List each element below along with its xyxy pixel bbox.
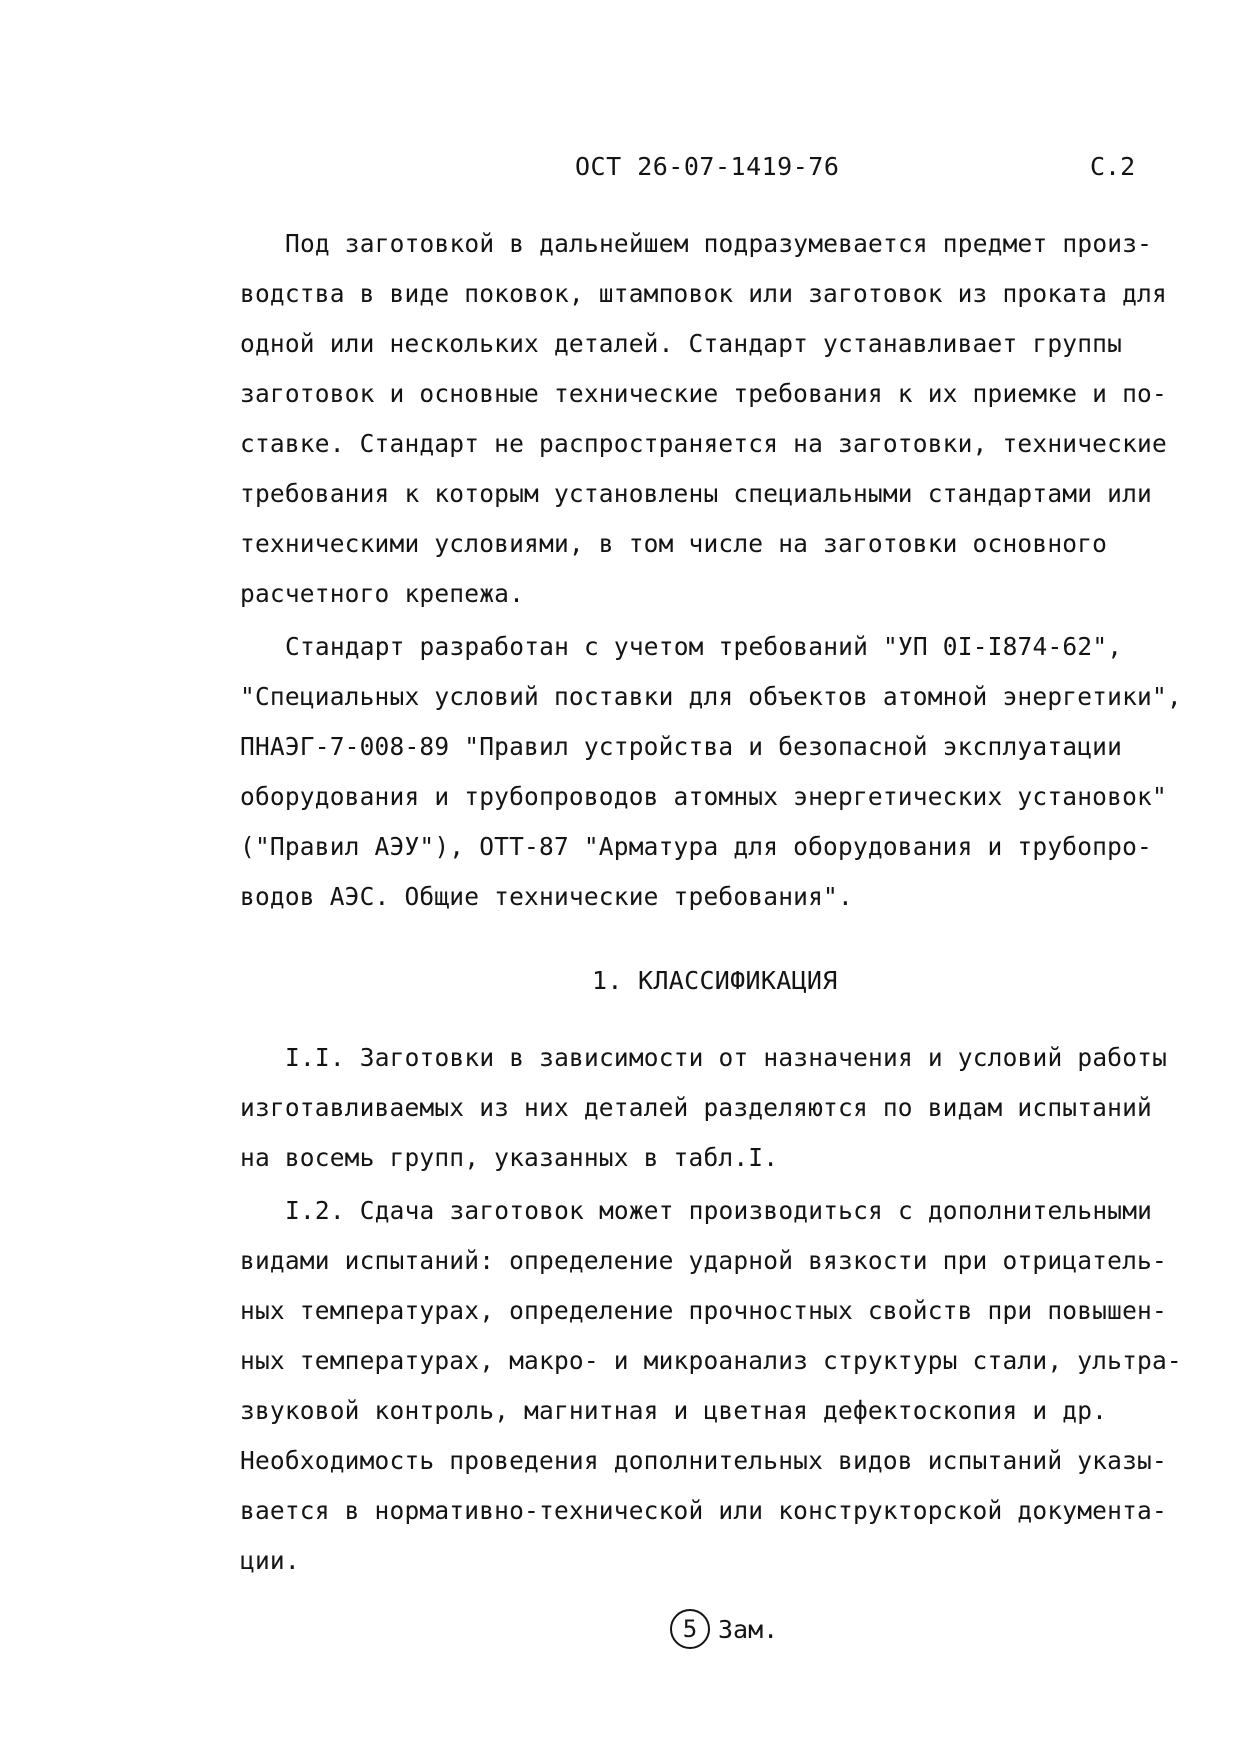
paragraph-line: ставке. Стандарт не распространяется на заготовки, технические <box>240 429 1167 458</box>
clause-line: видами испытаний: определение ударной вязкости при отрицатель- <box>240 1246 1167 1275</box>
clause-line: звуковой контроль, магнитная и цветная дефектоскопия и др. <box>240 1396 1108 1425</box>
paragraph-line: техническими условиями, в том числе на заготовки основного <box>240 529 1108 558</box>
paragraph-line: одной или нескольких деталей. Стандарт устанавливает группы <box>240 329 1123 358</box>
clause-line: вается в нормативно-технической или конструкторской документа- <box>240 1496 1167 1525</box>
paragraph-line: Под заготовкой в дальнейшем подразумевается предмет произ- <box>285 229 1153 258</box>
paragraph-line: Стандарт разработан с учетом требований "УП 0I-I874-62", <box>285 632 1123 661</box>
page-number: С.2 <box>1090 152 1136 181</box>
clause-line: ных температурах, определение прочностных свойств при повышен- <box>240 1296 1167 1325</box>
paragraph-line: заготовок и основные технические требования к их приемке и по- <box>240 379 1167 408</box>
clause-line: Необходимость проведения дополнительных видов испытаний указы- <box>240 1446 1167 1475</box>
section-title: 1. КЛАССИФИКАЦИЯ <box>592 966 838 995</box>
change-mark <box>670 1609 778 1649</box>
paragraph-line: водов АЭС. Общие технические требования". <box>240 882 853 911</box>
clause-line: I.2. Сдача заготовок может производиться с дополнительными <box>285 1196 1153 1225</box>
paragraph-line: ПНАЭГ-7-008-89 "Правил устройства и безопасной эксплуатации <box>240 732 1123 761</box>
clause-line: ных температурах, макро- и микроанализ структуры стали, ультра- <box>240 1346 1182 1375</box>
paragraph-line: расчетного крепежа. <box>240 579 525 608</box>
change-number: 5 <box>670 1609 710 1649</box>
paragraph-line: водства в виде поковок, штамповок или заготовок из проката для <box>240 279 1167 308</box>
clause-line: ции. <box>240 1546 300 1575</box>
paragraph-line: требования к которым установлены специальными стандартами или <box>240 479 1152 508</box>
paragraph-line: ("Правил АЭУ"), ОТТ-87 "Арматура для оборудования и трубопро- <box>240 832 1152 861</box>
change-label: Зам. <box>718 1614 779 1644</box>
clause-line: изготавливаемых из них деталей разделяются по видам испытаний <box>240 1093 1152 1122</box>
paragraph-line: оборудования и трубопроводов атомных энергетических установок" <box>240 782 1167 811</box>
paragraph-line: "Специальных условий поставки для объектов атомной энергетики", <box>240 682 1182 711</box>
standard-code: ОСТ 26-07-1419-76 <box>575 152 840 181</box>
clause-line: на восемь групп, указанных в табл.I. <box>240 1143 779 1172</box>
clause-line: I.I. Заготовки в зависимости от назначения и условий работы <box>285 1043 1168 1072</box>
